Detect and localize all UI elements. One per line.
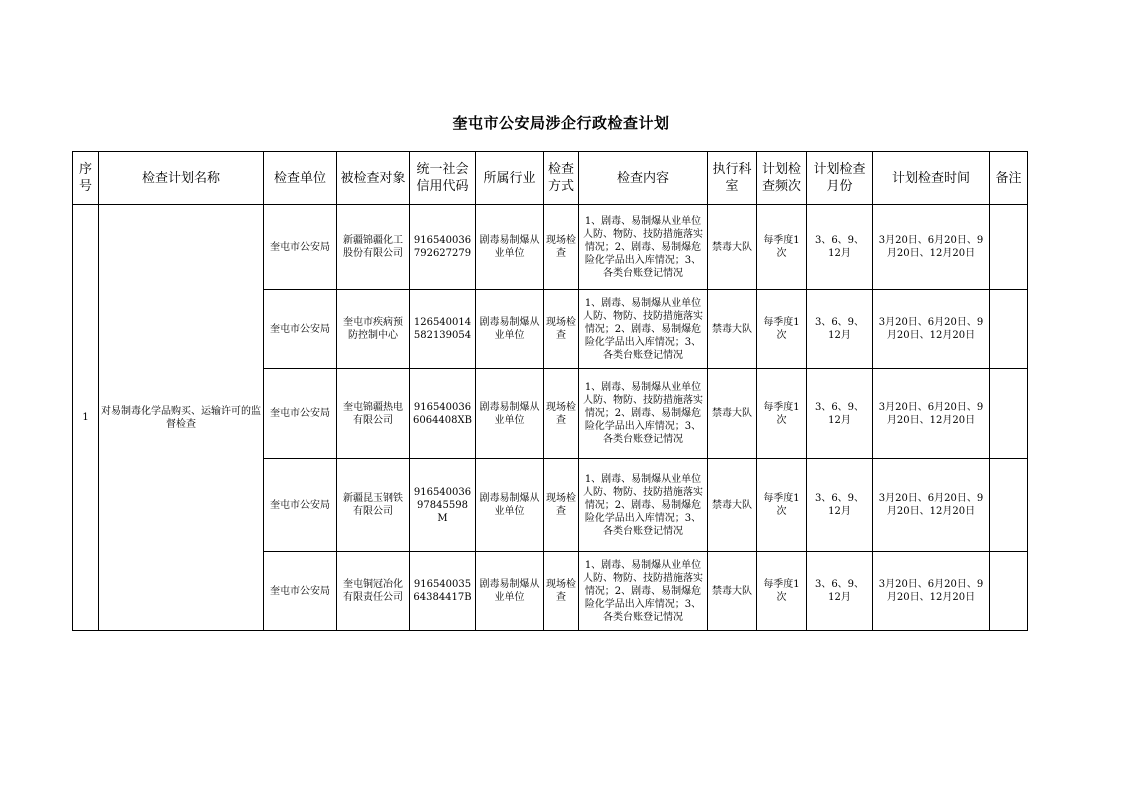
remark-cell (990, 552, 1028, 631)
target-cell: 新疆锦疆化工股份有限公司 (337, 205, 410, 290)
remark-cell (990, 459, 1028, 552)
method-cell: 现场检查 (544, 459, 579, 552)
unit-cell: 奎屯市公安局 (264, 205, 337, 290)
credit-code-cell: 91654003697845598M (410, 459, 476, 552)
remark-cell (990, 290, 1028, 369)
remark-cell (990, 205, 1028, 290)
table-row (73, 205, 1028, 290)
method-cell: 现场检查 (544, 552, 579, 631)
unit-cell: 奎屯市公安局 (264, 369, 337, 459)
header-plan-name: 检查计划名称 (99, 152, 264, 205)
months-cell: 3、6、9、12月 (807, 205, 873, 290)
header-target: 被检查对象 (337, 152, 410, 205)
unit-cell: 奎屯市公安局 (264, 290, 337, 369)
content-cell: 1、剧毒、易制爆从业单位人防、物防、技防措施落实情况；2、剧毒、易制爆危险化学品出入库情况；3、各类台账登记情况 (579, 369, 708, 459)
time-cell: 3月20日、6月20日、9月20日、12月20日 (873, 459, 990, 552)
months-cell: 3、6、9、12月 (807, 369, 873, 459)
dept-cell: 禁毒大队 (708, 552, 757, 631)
header-remark: 备注 (990, 152, 1028, 205)
credit-code-cell: 126540014582139054 (410, 290, 476, 369)
credit-code-cell: 9165400366064408XB (410, 369, 476, 459)
header-row (73, 152, 1028, 205)
unit-cell: 奎屯市公安局 (264, 552, 337, 631)
dept-cell: 禁毒大队 (708, 459, 757, 552)
header-dept: 执行科室 (708, 152, 757, 205)
plan-name-cell: 对易制毒化学品购买、运输许可的监督检查 (99, 205, 264, 631)
months-cell: 3、6、9、12月 (807, 552, 873, 631)
inspection-plan-table (72, 151, 1028, 631)
frequency-cell: 每季度1次 (757, 459, 807, 552)
frequency-cell: 每季度1次 (757, 290, 807, 369)
content-cell: 1、剧毒、易制爆从业单位人防、物防、技防措施落实情况；2、剧毒、易制爆危险化学品出入库情况；3、各类台账登记情况 (579, 205, 708, 290)
dept-cell: 禁毒大队 (708, 205, 757, 290)
header-industry: 所属行业 (476, 152, 544, 205)
content-cell: 1、剧毒、易制爆从业单位人防、物防、技防措施落实情况；2、剧毒、易制爆危险化学品出入库情况；3、各类台账登记情况 (579, 459, 708, 552)
credit-code-cell: 916540036792627279 (410, 205, 476, 290)
industry-cell: 剧毒易制爆从业单位 (476, 290, 544, 369)
industry-cell: 剧毒易制爆从业单位 (476, 205, 544, 290)
header-time: 计划检查时间 (873, 152, 990, 205)
method-cell: 现场检查 (544, 369, 579, 459)
target-cell: 奎屯铜冠冶化有限责任公司 (337, 552, 410, 631)
header-credit-code: 统一社会信用代码 (410, 152, 476, 205)
unit-cell: 奎屯市公安局 (264, 459, 337, 552)
plan-seq-cell: 1 (73, 205, 99, 631)
content-cell: 1、剧毒、易制爆从业单位人防、物防、技防措施落实情况；2、剧毒、易制爆危险化学品出入库情况；3、各类台账登记情况 (579, 290, 708, 369)
months-cell: 3、6、9、12月 (807, 290, 873, 369)
remark-cell (990, 369, 1028, 459)
industry-cell: 剧毒易制爆从业单位 (476, 369, 544, 459)
frequency-cell: 每季度1次 (757, 369, 807, 459)
method-cell: 现场检查 (544, 205, 579, 290)
header-unit: 检查单位 (264, 152, 337, 205)
credit-code-cell: 91654003564384417B (410, 552, 476, 631)
header-method: 检查方式 (544, 152, 579, 205)
dept-cell: 禁毒大队 (708, 369, 757, 459)
method-cell: 现场检查 (544, 290, 579, 369)
industry-cell: 剧毒易制爆从业单位 (476, 459, 544, 552)
time-cell: 3月20日、6月20日、9月20日、12月20日 (873, 552, 990, 631)
header-seq: 序号 (73, 152, 99, 205)
target-cell: 奎屯市疾病预防控制中心 (337, 290, 410, 369)
content-cell: 1、剧毒、易制爆从业单位人防、物防、技防措施落实情况；2、剧毒、易制爆危险化学品出入库情况；3、各类台账登记情况 (579, 552, 708, 631)
industry-cell: 剧毒易制爆从业单位 (476, 552, 544, 631)
page-title: 奎屯市公安局涉企行政检查计划 (452, 114, 670, 132)
header-frequency: 计划检查频次 (757, 152, 807, 205)
time-cell: 3月20日、6月20日、9月20日、12月20日 (873, 290, 990, 369)
header-months: 计划检查月份 (807, 152, 873, 205)
time-cell: 3月20日、6月20日、9月20日、12月20日 (873, 205, 990, 290)
target-cell: 新疆昆玉钢铁有限公司 (337, 459, 410, 552)
frequency-cell: 每季度1次 (757, 205, 807, 290)
time-cell: 3月20日、6月20日、9月20日、12月20日 (873, 369, 990, 459)
months-cell: 3、6、9、12月 (807, 459, 873, 552)
frequency-cell: 每季度1次 (757, 552, 807, 631)
header-content: 检查内容 (579, 152, 708, 205)
target-cell: 奎屯锦疆热电有限公司 (337, 369, 410, 459)
dept-cell: 禁毒大队 (708, 290, 757, 369)
